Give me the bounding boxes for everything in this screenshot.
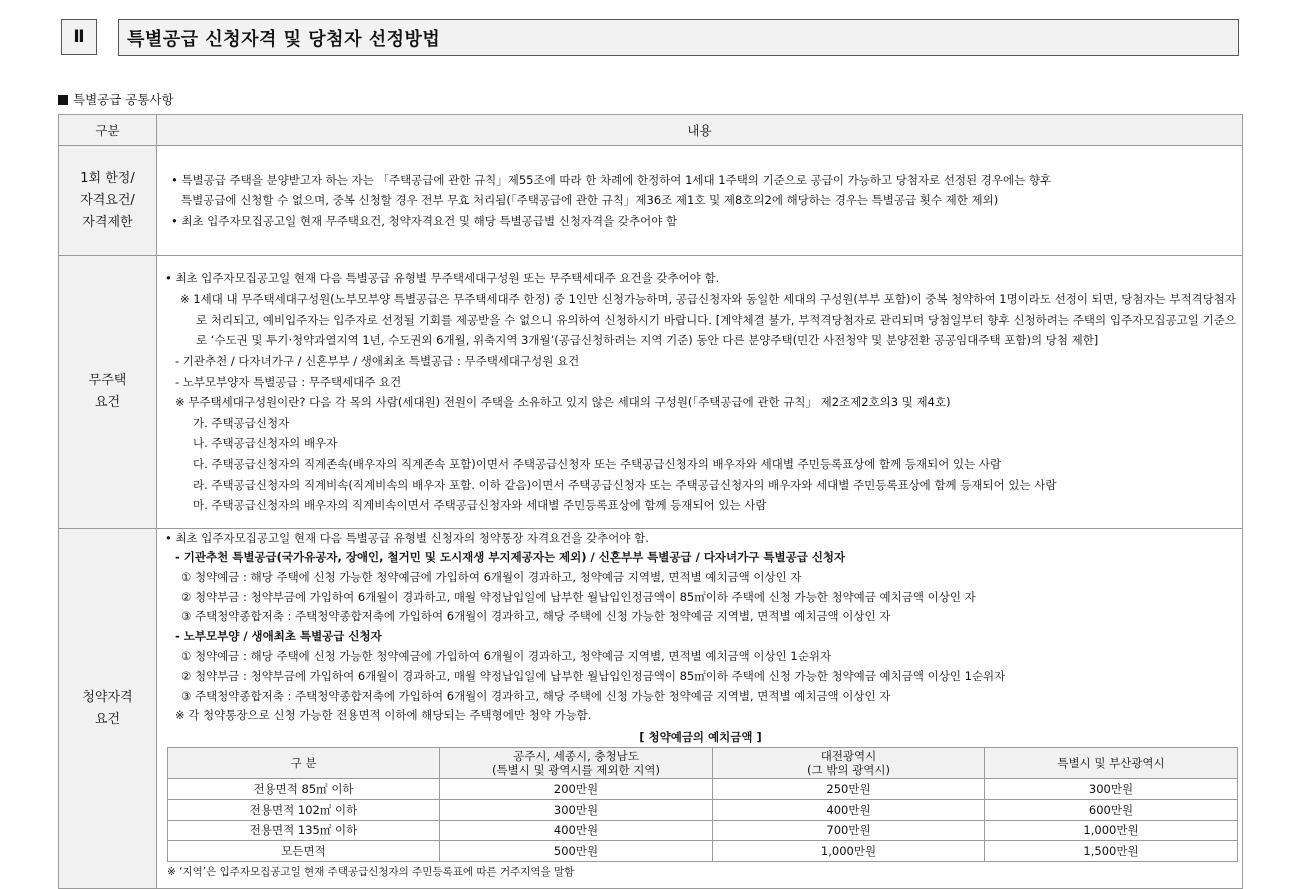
homeless-intro: • 최초 입주자모집공고일 현재 다음 특별공급 유형별 무주택세대구성원 또는 무주택세대주 요건을 갖추어야 함.: [165, 271, 720, 286]
table-row-subscription: [59, 529, 1243, 889]
list-item: ② 청약부금 : 청약부금에 가입하여 6개월이 경과하고, 매월 약정납입일에 납부한 월납입인정금액이 85㎡이하 주택에 신청 가능한 청약예금 예치금액 이상인 자: [181, 589, 976, 604]
limit-line-3: • 최초 입주자모집공고일 현재 무주택요건, 청약자격요건 및 해당 특별공급별 신청자격을 갖추어야 함: [171, 213, 678, 228]
subscription-intro: • 최초 입주자모집공고일 현재 다음 특별공급 유형별 신청자의 청약통장 자격요건을 갖추어야 함.: [165, 531, 649, 545]
homeless-dash-2: - 노부모부양자 특별공급 : 무주택세대주 요건: [175, 374, 402, 389]
limit-line-1: • 특별공급 주택을 분양받고자 하는 자는 「주택공급에 관한 규칙」제55조에 따라 한 차례에 한정하여 1세대 1주택의 기준으로 공급이 가능하고 당첨자로 선정된 경우에는 향후: [171, 172, 1052, 187]
header-category: 구분: [59, 115, 157, 146]
section-title: 특별공급 신청자격 및 당첨자 선정방법: [118, 19, 1239, 56]
list-item: 가. 주택공급신청자: [193, 415, 290, 430]
homeless-definition: ※ 무주택세대구성원이란? 다음 각 목의 사람(세대원) 전원이 주택을 소유하고 있지 않은 세대의 구성원(「주택공급에 관한 규칙」 제2조제2호의3 및 제4호): [175, 395, 951, 410]
header-content: 내용: [157, 115, 1243, 146]
row-content-homeless: [157, 256, 1243, 529]
footnote: ※ ‘지역’은 입주자모집공고일 현재 주택공급신청자의 주민등록표에 따른 거주지역을 말함: [167, 865, 575, 878]
square-bullet-icon: [58, 95, 68, 105]
table-header-row: [59, 115, 1243, 146]
subheading-text: 특별공급 공통사항: [73, 92, 174, 107]
homeless-dash-1: - 기관추천 / 다자녀가구 / 신혼부부 / 생애최초 특별공급 : 무주택세대구성원 요건: [175, 353, 580, 368]
subheading: [58, 90, 174, 108]
section-number: Ⅱ: [61, 19, 97, 55]
deposit-header-region-2: 대전광역시 (그 밖의 광역시): [713, 748, 985, 779]
list-item: ③ 주택청약종합저축 : 주택청약종합저축에 가입하여 6개월이 경과하고, 해당 주택에 신청 가능한 청약예금 지역별, 면적별 예치금액 이상인 자: [181, 688, 891, 703]
table-row-limit: [59, 146, 1243, 256]
deposit-header-region-3: 특별시 및 부산광역시: [985, 748, 1238, 779]
row-content-subscription: [157, 529, 1243, 889]
deposit-header-category: 구 분: [168, 748, 440, 779]
list-item: 다. 주택공급신청자의 직계존속(배우자의 직계존속 포함)이면서 주택공급신청자 또는 주택공급신청자의 배우자와 세대별 주민등록표상에 함께 등재되어 있는 사람: [193, 456, 1002, 471]
subscription-group-1: - 기관추천 특별공급(국가유공자, 장애인, 철거민 및 도시재생 부지제공자는 제외) / 신혼부부 특별공급 / 다자녀가구 특별공급 신청자: [175, 550, 846, 564]
subscription-note: ※ 각 청약통장으로 신청 가능한 전용면적 이하에 해당되는 주택형에만 청약 가능함.: [175, 708, 592, 723]
list-item: ① 청약예금 : 해당 주택에 신청 가능한 청약예금에 가입하여 6개월이 경과하고, 청약예금 지역별, 면적별 예치금액 이상인 1순위자: [181, 648, 832, 663]
table-row: 전용면적 135㎡ 이하 400만원 700만원 1,000만원: [168, 820, 1238, 841]
deposit-table-title: [ 청약예금의 예치금액 ]: [639, 730, 762, 745]
table-row: 전용면적 102㎡ 이하 300만원 400만원 600만원: [168, 799, 1238, 820]
limit-line-2: 특별공급에 신청할 수 없으며, 중복 신청할 경우 전부 무효 처리됨(「주택공급에 관한 규칙」제36조 제1호 및 제8호의2에 해당하는 경우는 특별공급 횟수 제한 제외): [181, 193, 999, 208]
deposit-header-region-1: 공주시, 세종시, 충청남도 (특별시 및 광역시를 제외한 지역): [440, 748, 713, 779]
deposit-table: [167, 747, 1238, 862]
list-item: ③ 주택청약종합저축 : 주택청약종합저축에 가입하여 6개월이 경과하고, 해당 주택에 신청 가능한 청약예금 지역별, 면적별 예치금액 이상인 자: [181, 609, 891, 624]
list-item: ② 청약부금 : 청약부금에 가입하여 6개월이 경과하고, 매월 약정납입일에 납부한 월납입인정금액이 85㎡이하 주택에 신청 가능한 청약예금 예치금액 이상인 1순위자: [181, 668, 1006, 683]
table-row: 모든면적 500만원 1,000만원 1,500만원: [168, 841, 1238, 862]
list-item: 마. 주택공급신청자의 배우자의 직계비속이면서 주택공급신청자와 세대별 주민등록표상에 함께 등재되어 있는 사람: [193, 498, 767, 513]
list-item: 라. 주택공급신청자의 직계비속(직계비속의 배우자 포함. 이하 같음)이면서 주택공급신청자 또는 주택공급신청자의 배우자와 세대별 주민등록표상에 함께 등재되어 있는 사람: [193, 477, 1057, 492]
row-label-homeless: 무주택 요건: [59, 256, 157, 529]
subscription-group-2: - 노부모부양 / 생애최초 특별공급 신청자: [175, 629, 382, 644]
table-row-homeless: [59, 256, 1243, 529]
list-item: ① 청약예금 : 해당 주택에 신청 가능한 청약예금에 가입하여 6개월이 경과하고, 청약예금 지역별, 면적별 예치금액 이상인 자: [181, 569, 802, 584]
row-label-subscription: 청약자격 요건: [59, 529, 157, 889]
table-row: 전용면적 85㎡ 이하 200만원 250만원 300만원: [168, 779, 1238, 800]
list-item: 나. 주택공급신청자의 배우자: [193, 436, 338, 451]
row-content-limit: [157, 146, 1243, 256]
deposit-header-row: [168, 748, 1238, 779]
row-label-limit: 1회 한정/ 자격요건/ 자격제한: [59, 146, 157, 256]
special-supply-table: [58, 114, 1243, 889]
homeless-notice: ※ 1세대 내 무주택세대구성원(노부모부양 특별공급은 무주택세대주 한정) 중 1인만 신청가능하며, 공급신청자와 동일한 세대의 구성원(부부 포함)이 중복 청약하여 1명이라도 선정이 되면, 당첨자는 부적격당첨자로 처리되고, 예비입주자는 입주자로 선정될 기회를 제공받을 수 없으니 유의하여 신청하시기 바랍니다. [계약체결 불가, 부적격당첨자로 관리되며 당첨일부터 향후 신청하려는 주택의 입주자모집공고일 기준으로 ‘수도권 및 투기·청약과열지역 1년, 수도권외 6개월, 위축지역 3개월’(공급신청하려는 지역 기준) 동안 다른 분양주택(민간 사전청약 및 분양전환 공공임대주택 포함)의 당첨 제한]: [180, 291, 1236, 348]
